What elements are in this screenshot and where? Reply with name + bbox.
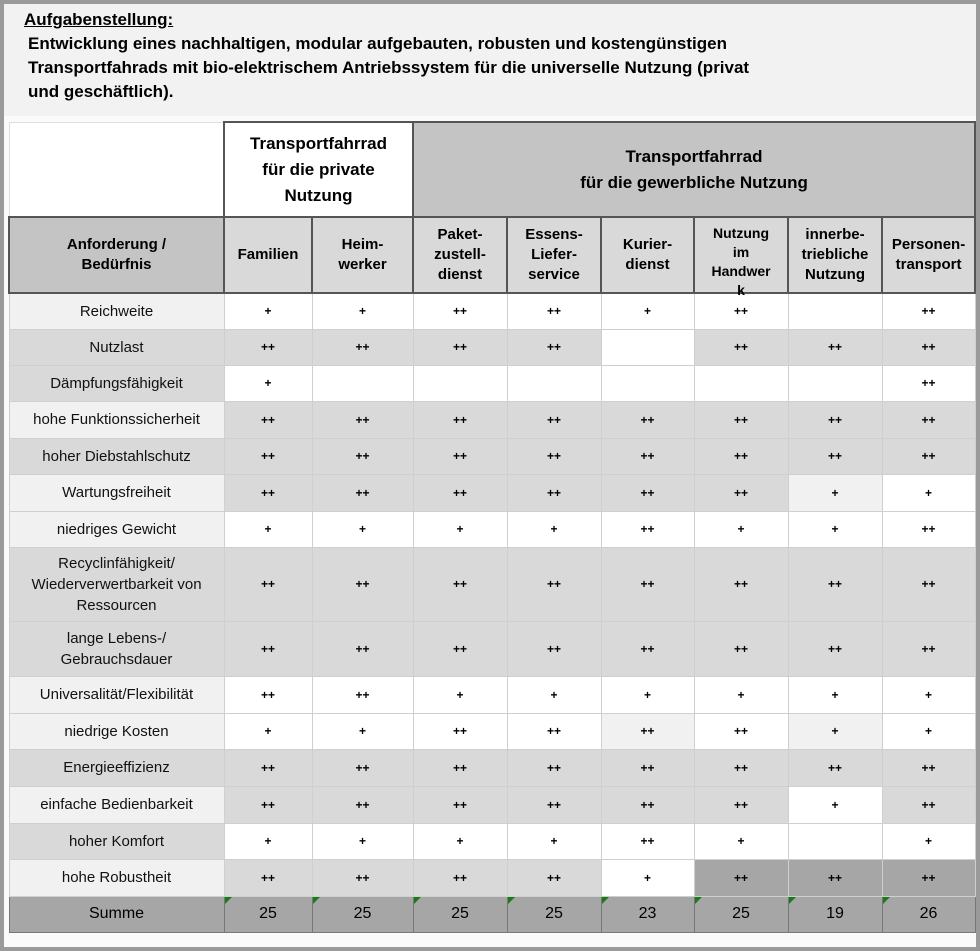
table-row xyxy=(9,786,975,823)
column-header-heimwerker: Heim- werker xyxy=(312,217,413,293)
rating-cell: ++ xyxy=(694,547,788,621)
rating-cell: ++ xyxy=(312,676,413,713)
rating-cell xyxy=(413,365,507,401)
rating-cell xyxy=(601,365,694,401)
rating-cell: ++ xyxy=(224,401,312,438)
rating-cell: ++ xyxy=(601,401,694,438)
requirement-label: Wartungsfreiheit xyxy=(9,474,224,511)
rating-cell: ++ xyxy=(312,859,413,896)
rating-cell: + xyxy=(224,293,312,329)
rating-cell: ++ xyxy=(601,547,694,621)
rating-cell: ++ xyxy=(507,401,601,438)
rating-cell: + xyxy=(507,823,601,859)
rating-cell: ++ xyxy=(882,621,975,676)
table-row xyxy=(9,438,975,474)
table-row xyxy=(9,859,975,896)
requirement-label: Reichweite xyxy=(9,293,224,329)
table-row xyxy=(9,293,975,329)
rating-cell: ++ xyxy=(507,438,601,474)
rating-cell: ++ xyxy=(224,859,312,896)
rating-cell: ++ xyxy=(507,749,601,786)
rating-cell: ++ xyxy=(413,438,507,474)
rating-cell: ++ xyxy=(507,786,601,823)
rating-cell: ++ xyxy=(224,676,312,713)
column-header-essens-lieferservice: Essens- Liefer- service xyxy=(507,217,601,293)
rating-cell: + xyxy=(882,474,975,511)
rating-cell: ++ xyxy=(413,329,507,365)
requirement-label: Nutzlast xyxy=(9,329,224,365)
rating-cell: ++ xyxy=(788,329,882,365)
summary-value: 25 xyxy=(312,896,413,932)
requirement-label: hoher Diebstahlschutz xyxy=(9,438,224,474)
rating-cell: ++ xyxy=(788,438,882,474)
table-row xyxy=(9,401,975,438)
rating-cell: ++ xyxy=(601,749,694,786)
summary-value: 23 xyxy=(601,896,694,932)
rating-cell: ++ xyxy=(788,401,882,438)
rating-cell xyxy=(694,365,788,401)
rating-cell: ++ xyxy=(224,547,312,621)
rating-cell: ++ xyxy=(694,329,788,365)
rating-cell: ++ xyxy=(882,365,975,401)
rating-cell: + xyxy=(882,713,975,749)
requirement-label: hohe Funktionssicherheit xyxy=(9,401,224,438)
rating-cell: ++ xyxy=(507,474,601,511)
rating-cell: ++ xyxy=(882,401,975,438)
rating-cell: + xyxy=(882,676,975,713)
summary-value: 25 xyxy=(694,896,788,932)
group-private-header: Transportfahrrad für die private Nutzung xyxy=(224,122,413,217)
rating-cell: ++ xyxy=(413,749,507,786)
rating-cell: ++ xyxy=(224,786,312,823)
rating-cell: ++ xyxy=(694,438,788,474)
table-row xyxy=(9,474,975,511)
rating-cell xyxy=(601,329,694,365)
rating-cell: ++ xyxy=(224,329,312,365)
table-row xyxy=(9,621,975,676)
rating-cell: ++ xyxy=(224,474,312,511)
rating-cell: + xyxy=(224,823,312,859)
rating-cell: ++ xyxy=(413,713,507,749)
rating-cell: + xyxy=(224,511,312,547)
table-row xyxy=(9,329,975,365)
rating-cell: + xyxy=(413,676,507,713)
rating-cell: ++ xyxy=(601,713,694,749)
rating-cell: ++ xyxy=(312,547,413,621)
rating-cell: ++ xyxy=(507,547,601,621)
rating-cell: ++ xyxy=(413,401,507,438)
rating-cell: ++ xyxy=(694,474,788,511)
rating-cell: ++ xyxy=(413,859,507,896)
task-line-2: Transportfahrads mit bio-elektrischem Antriebssystem für die universelle Nutzung (privat xyxy=(28,58,750,77)
summary-row xyxy=(9,896,975,932)
requirement-label: Universalität/Flexibilität xyxy=(9,676,224,713)
rating-cell: ++ xyxy=(694,621,788,676)
rating-cell: ++ xyxy=(882,293,975,329)
rating-cell: ++ xyxy=(224,621,312,676)
requirement-label: niedrige Kosten xyxy=(9,713,224,749)
rating-cell: ++ xyxy=(694,859,788,896)
rating-cell: ++ xyxy=(413,293,507,329)
task-line-1: Entwicklung eines nachhaltigen, modular aufgebauten, robusten und kostengünstigen xyxy=(28,34,727,53)
requirement-label: Energieeffizienz xyxy=(9,749,224,786)
rating-cell: ++ xyxy=(601,474,694,511)
group-commercial-header: Transportfahrrad für die gewerbliche Nutzung xyxy=(413,122,975,217)
rating-cell: + xyxy=(882,823,975,859)
rating-cell: ++ xyxy=(882,749,975,786)
rating-cell: ++ xyxy=(507,621,601,676)
column-header-handwerk: Nutzung im Handwer k xyxy=(694,217,788,293)
rating-cell: + xyxy=(601,293,694,329)
rating-cell: + xyxy=(312,713,413,749)
rating-cell: + xyxy=(788,511,882,547)
rating-cell: ++ xyxy=(312,621,413,676)
rating-cell: ++ xyxy=(788,621,882,676)
rating-cell: + xyxy=(224,365,312,401)
rating-cell: ++ xyxy=(507,859,601,896)
rating-cell: ++ xyxy=(312,401,413,438)
rating-cell xyxy=(788,365,882,401)
requirement-label: hohe Robustheit xyxy=(9,859,224,896)
rating-cell: ++ xyxy=(507,329,601,365)
rating-cell: ++ xyxy=(312,438,413,474)
summary-value: 19 xyxy=(788,896,882,932)
rating-cell: ++ xyxy=(882,438,975,474)
task-heading: Aufgabenstellung: xyxy=(24,10,174,29)
rating-cell: + xyxy=(312,511,413,547)
rating-cell: ++ xyxy=(413,621,507,676)
rating-cell: ++ xyxy=(788,859,882,896)
column-header-paketzustelldienst: Paket- zustell- dienst xyxy=(413,217,507,293)
rating-cell: + xyxy=(694,511,788,547)
rating-cell: ++ xyxy=(413,547,507,621)
column-header-kurierdienst: Kurier- dienst xyxy=(601,217,694,293)
rating-cell xyxy=(788,823,882,859)
requirement-label: niedriges Gewicht xyxy=(9,511,224,547)
rating-cell: ++ xyxy=(788,547,882,621)
rating-cell: ++ xyxy=(507,713,601,749)
table-row xyxy=(9,823,975,859)
requirement-label: hoher Komfort xyxy=(9,823,224,859)
summary-value: 25 xyxy=(224,896,312,932)
rating-cell: + xyxy=(312,823,413,859)
table-row xyxy=(9,676,975,713)
rating-cell: ++ xyxy=(224,749,312,786)
rating-cell: ++ xyxy=(694,293,788,329)
rating-cell: ++ xyxy=(601,786,694,823)
rating-cell: + xyxy=(788,713,882,749)
requirement-label: lange Lebens-/ Gebrauchsdauer xyxy=(9,621,224,676)
rating-cell xyxy=(507,365,601,401)
summary-label: Summe xyxy=(9,896,224,932)
task-line-3: und geschäftlich). xyxy=(28,82,174,101)
rating-cell: ++ xyxy=(694,401,788,438)
rating-cell: ++ xyxy=(312,329,413,365)
table-row xyxy=(9,749,975,786)
rating-cell: + xyxy=(224,713,312,749)
rating-cell: ++ xyxy=(601,621,694,676)
rating-cell: + xyxy=(507,676,601,713)
rating-cell: ++ xyxy=(882,511,975,547)
rating-cell: ++ xyxy=(507,293,601,329)
rating-cell: ++ xyxy=(882,329,975,365)
rating-cell: + xyxy=(788,786,882,823)
rating-cell: ++ xyxy=(224,438,312,474)
column-header-personentransport: Personen- transport xyxy=(882,217,975,293)
requirements-table xyxy=(8,121,976,933)
rating-cell: ++ xyxy=(882,547,975,621)
rating-cell: ++ xyxy=(413,474,507,511)
rating-cell: ++ xyxy=(601,823,694,859)
rating-cell: ++ xyxy=(601,511,694,547)
rating-cell: ++ xyxy=(413,786,507,823)
rating-cell: ++ xyxy=(312,749,413,786)
column-header-innerbetrieblich: innerbe- triebliche Nutzung xyxy=(788,217,882,293)
rating-cell: + xyxy=(601,859,694,896)
table-row xyxy=(9,713,975,749)
table-row xyxy=(9,365,975,401)
requirement-label: Recyclinfähigkeit/ Wiederverwertbarkeit von Ressourcen xyxy=(9,547,224,621)
rating-cell: ++ xyxy=(694,786,788,823)
rating-cell: + xyxy=(413,511,507,547)
rating-cell xyxy=(312,365,413,401)
column-header-requirement: Anforderung / Bedürfnis xyxy=(9,217,224,293)
rating-cell: ++ xyxy=(882,786,975,823)
rating-cell: + xyxy=(413,823,507,859)
table-row xyxy=(9,547,975,621)
rating-cell: + xyxy=(788,474,882,511)
rating-cell: ++ xyxy=(694,713,788,749)
rating-cell: ++ xyxy=(788,749,882,786)
column-header-familien: Familien xyxy=(224,217,312,293)
rating-cell: + xyxy=(694,676,788,713)
rating-cell: ++ xyxy=(601,438,694,474)
rating-cell: + xyxy=(601,676,694,713)
rating-cell: ++ xyxy=(312,786,413,823)
rating-cell: ++ xyxy=(882,859,975,896)
summary-value: 25 xyxy=(413,896,507,932)
rating-cell xyxy=(788,293,882,329)
summary-value: 26 xyxy=(882,896,975,932)
rating-cell: + xyxy=(788,676,882,713)
rating-cell: + xyxy=(312,293,413,329)
rating-cell: + xyxy=(694,823,788,859)
table-row xyxy=(9,511,975,547)
requirement-label: Dämpfungsfähigkeit xyxy=(9,365,224,401)
rating-cell: + xyxy=(507,511,601,547)
summary-value: 25 xyxy=(507,896,601,932)
rating-cell: ++ xyxy=(312,474,413,511)
requirement-label: einfache Bedienbarkeit xyxy=(9,786,224,823)
rating-cell: ++ xyxy=(694,749,788,786)
header-corner xyxy=(9,122,224,217)
task-statement xyxy=(4,4,976,116)
